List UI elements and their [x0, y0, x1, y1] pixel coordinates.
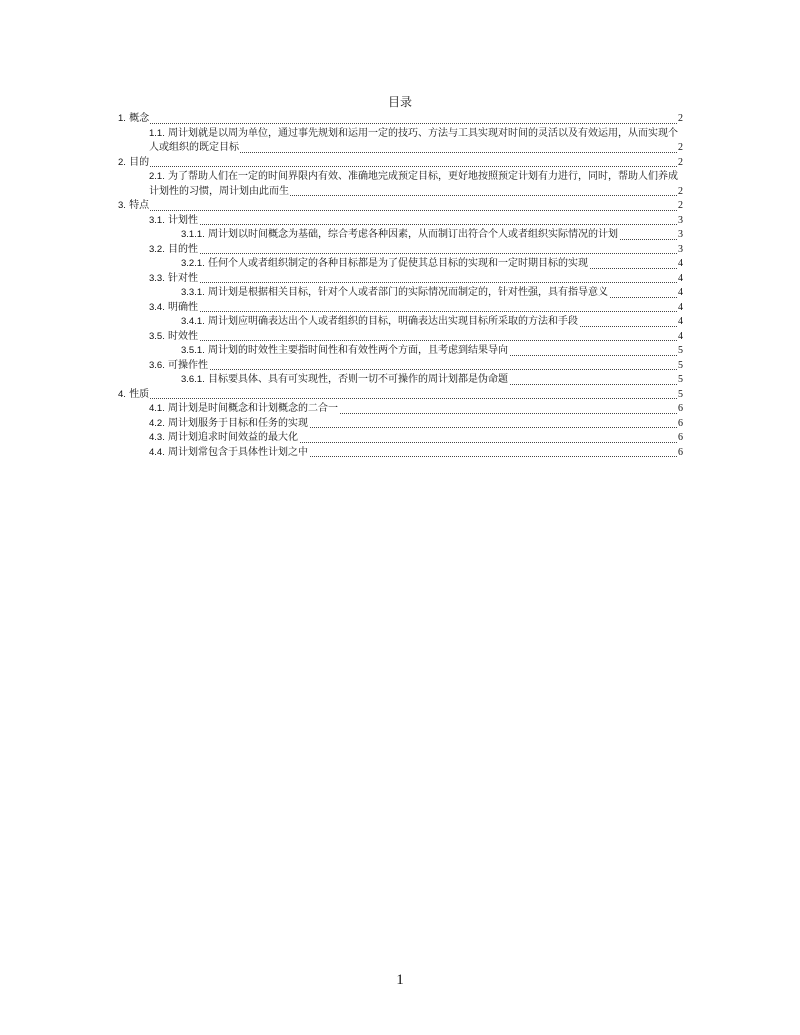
dot-leader — [149, 369, 677, 370]
entry-number: 3.6. — [149, 359, 165, 371]
entry-page: 5 — [677, 344, 683, 359]
entry-number: 4.2. — [149, 417, 165, 429]
dot-leader — [118, 398, 677, 399]
toc-entry[interactable] — [118, 112, 683, 127]
dot-leader — [149, 282, 677, 283]
entry-number: 3.5.1. — [181, 345, 205, 356]
entry-page: 3 — [677, 214, 683, 229]
toc-entry[interactable] — [149, 243, 683, 258]
entry-number: 2. — [118, 156, 126, 168]
toc-entry[interactable] — [149, 330, 683, 345]
dot-leader — [118, 123, 677, 124]
toc-entry[interactable] — [149, 446, 683, 461]
toc-entry[interactable] — [181, 373, 683, 388]
entry-text: 明确性 — [168, 301, 199, 313]
entry-page: 3 — [677, 243, 683, 258]
entry-text: 周计划应明确表达出个人或者组织的目标，明确表达出实现目标所采取的方法和手段 — [207, 316, 578, 327]
toc-entry[interactable] — [181, 228, 683, 243]
toc-entry[interactable] — [118, 199, 683, 214]
entry-page: 2 — [677, 112, 683, 127]
dot-leader — [118, 166, 677, 167]
entry-page: 5 — [677, 373, 683, 388]
entry-page: 6 — [677, 402, 683, 417]
entry-page: 4 — [677, 301, 683, 316]
entry-number: 2.1. — [149, 171, 165, 182]
entry-page: 4 — [677, 330, 683, 345]
entry-page: 6 — [677, 446, 683, 461]
entry-text: 周计划的时效性主要指时间性和有效性两个方面，且考虑到结果导向 — [207, 345, 508, 356]
entry-number: 1. — [118, 113, 126, 124]
entry-page: 2 — [677, 141, 683, 156]
entry-text: 可操作性 — [168, 359, 209, 371]
dot-leader — [149, 340, 677, 341]
entry-number: 3.3.1. — [181, 287, 205, 298]
dot-leader — [149, 224, 677, 225]
toc-entry[interactable] — [181, 344, 683, 359]
entry-number: 3.2. — [149, 243, 165, 255]
entry-page: 5 — [677, 388, 683, 403]
entry-number: 3.1.1. — [181, 229, 205, 240]
entry-text: 目标要具体、具有可实现性，否则一切不可操作的周计划都是伪命题 — [207, 374, 508, 385]
toc-entry[interactable] — [181, 315, 683, 330]
entry-text: 计划性 — [168, 214, 199, 226]
toc-entry[interactable] — [149, 214, 683, 229]
entry-page: 4 — [677, 257, 683, 272]
entry-text: 目的性 — [168, 243, 199, 255]
entry-page: 6 — [677, 417, 683, 432]
entry-page: 6 — [677, 431, 683, 446]
entry-text: 周计划常包含于具体性计划之中 — [168, 446, 309, 458]
entry-text: 周计划服务于目标和任务的实现 — [168, 417, 309, 429]
entry-text: 周计划就是以周为单位，通过事先规划和运用一定的技巧、方法与工具实现对时间的灵活以及有效运用，从而实现个人或组织的既定目标 — [149, 127, 679, 153]
entry-text: 针对性 — [168, 272, 199, 284]
entry-text: 任何个人或者组织制定的各种目标都是为了促使其总目标的实现和一定时期目标的实现 — [207, 258, 588, 269]
entry-number: 4.3. — [149, 432, 165, 443]
toc-entry[interactable] — [149, 402, 683, 417]
entry-page: 4 — [677, 315, 683, 330]
toc-entry[interactable] — [149, 417, 683, 432]
entry-text: 周计划是时间概念和计划概念的二合一 — [168, 403, 339, 414]
toc-entry[interactable] — [118, 156, 683, 171]
entry-number: 3.2.1. — [181, 258, 205, 269]
entry-page: 2 — [677, 185, 683, 200]
entry-number: 3.3. — [149, 272, 165, 284]
entry-number: 4.1. — [149, 403, 165, 414]
entry-page: 4 — [677, 286, 683, 301]
entry-text: 周计划追求时间效益的最大化 — [168, 432, 299, 443]
toc-entry[interactable] — [181, 257, 683, 272]
table-of-contents — [118, 112, 683, 460]
entry-page: 3 — [677, 228, 683, 243]
entry-number: 3.1. — [149, 214, 165, 226]
entry-text: 周计划以时间概念为基础，综合考虑各种因素，从而制订出符合个人或者组织实际情况的计划 — [207, 229, 618, 240]
entry-page: 2 — [677, 156, 683, 171]
entry-number: 4.4. — [149, 446, 165, 458]
toc-entry[interactable] — [149, 272, 683, 287]
toc-entry[interactable] — [181, 286, 683, 301]
entry-text: 目的 — [129, 156, 150, 168]
entry-page: 4 — [677, 272, 683, 287]
entry-page: 5 — [677, 359, 683, 374]
entry-number: 3.6.1. — [181, 374, 205, 385]
entry-number: 4. — [118, 388, 126, 400]
entry-number: 3.5. — [149, 330, 165, 342]
dot-leader — [149, 311, 677, 312]
entry-number: 3. — [118, 200, 126, 211]
entry-text: 时效性 — [168, 330, 199, 342]
entry-page: 2 — [677, 199, 683, 214]
toc-entry[interactable] — [118, 388, 683, 403]
entry-text: 特点 — [129, 200, 150, 211]
toc-entry[interactable] — [149, 127, 683, 156]
toc-title: 目录 — [387, 95, 412, 109]
toc-entry[interactable] — [149, 431, 683, 446]
entry-number: 3.4.1. — [181, 316, 205, 327]
dot-leader — [118, 210, 677, 211]
toc-entry[interactable] — [149, 170, 683, 199]
entry-text: 概念 — [129, 113, 150, 124]
entry-number: 1.1. — [149, 127, 165, 139]
toc-entry[interactable] — [149, 301, 683, 316]
toc-entry[interactable] — [149, 359, 683, 374]
entry-text: 为了帮助人们在一定的时间界限内有效、准确地完成预定目标，更好地按照预定计划有力进行，同时，帮助人们养成计划性的习惯，周计划由此而生 — [149, 171, 679, 197]
entry-text: 周计划是根据相关目标，针对个人或者部门的实际情况而制定的，针对性强，具有指导意义 — [207, 287, 608, 298]
entry-text: 性质 — [129, 388, 150, 400]
entry-number: 3.4. — [149, 301, 165, 313]
page-number: 1 — [396, 972, 404, 988]
dot-leader — [149, 253, 677, 254]
